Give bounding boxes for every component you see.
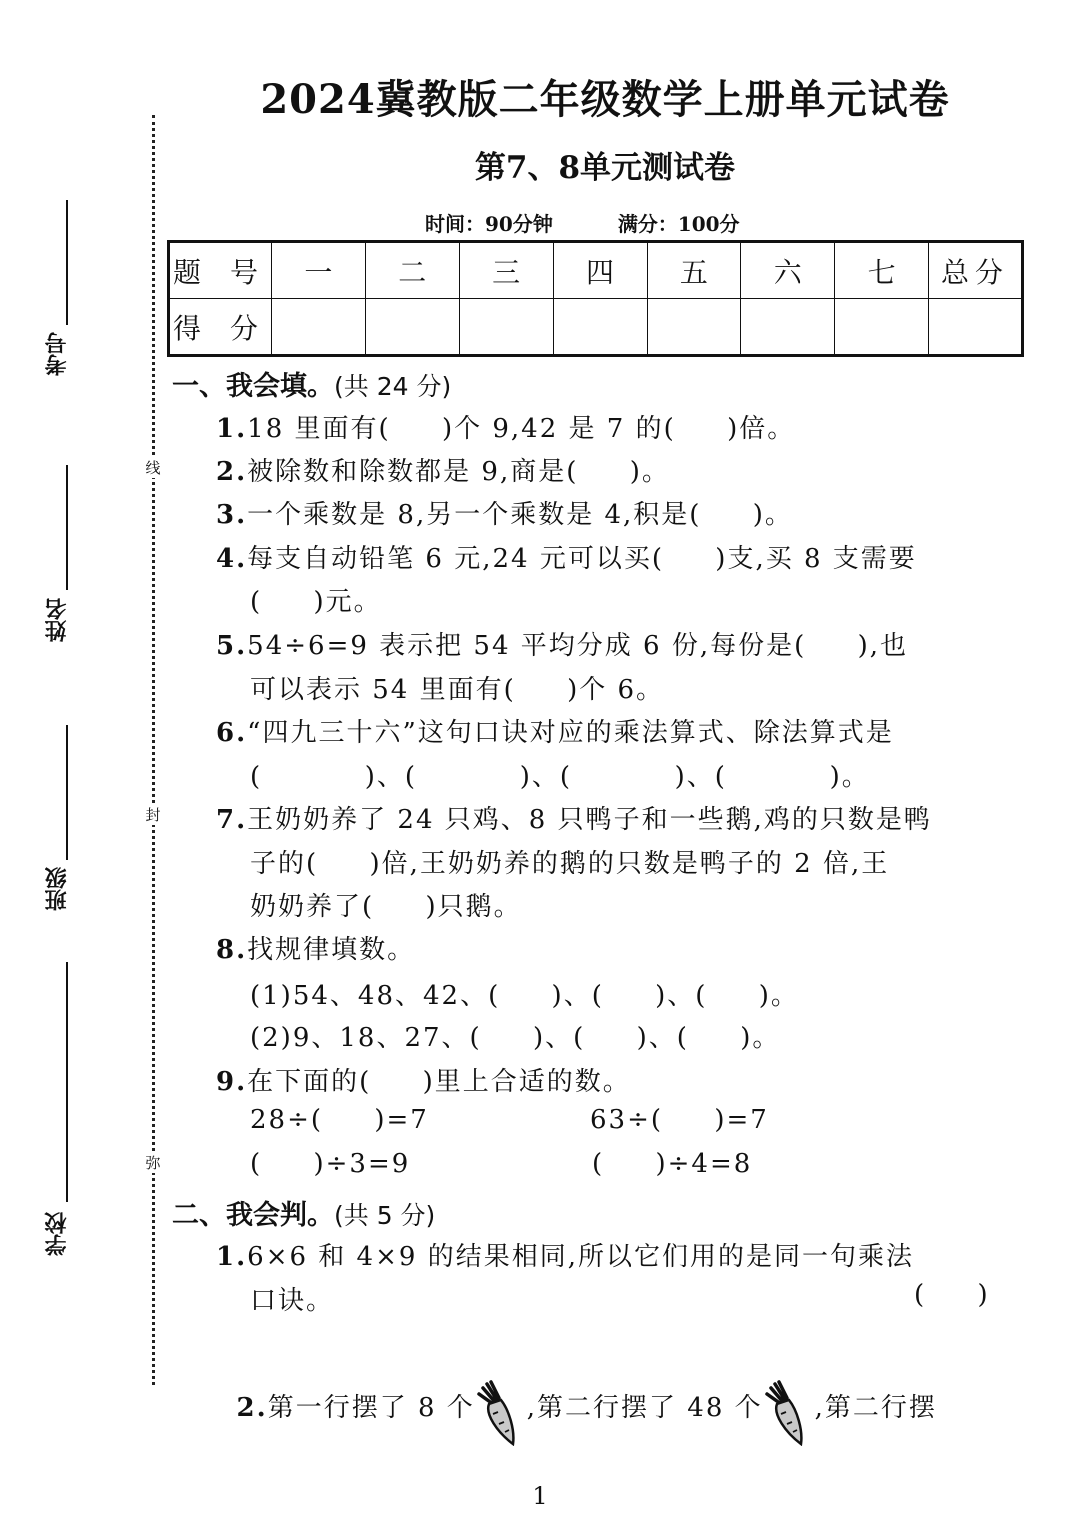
field-school[interactable] [42, 962, 82, 1277]
question-text: 被除数和除数都是 9,商是( )。 [247, 457, 670, 487]
question-number: 6. [216, 718, 248, 748]
exam-time: 时间：90分钟 [425, 212, 553, 236]
score-cell[interactable] [272, 299, 366, 356]
score-table-header-row [169, 242, 1023, 299]
question-number: 4. [216, 544, 248, 574]
question-text: 王奶奶养了 24 只鸡、8 只鸭子和一些鹅,鸡的只数是鸭 [247, 805, 932, 835]
seal-mark-line: 线 [140, 458, 166, 478]
exam-meta [425, 208, 798, 237]
question-number: 5. [216, 631, 248, 661]
section-title: 一、我会填。 [172, 371, 334, 402]
section-1-heading [172, 364, 451, 403]
question-text: “四九三十六”这句口诀对应的乘法算式、除法算式是 [247, 718, 894, 748]
question-text: 每支自动铅笔 6 元,24 元可以买( )支,买 8 支需要 [247, 544, 917, 574]
score-row-label: 得 分 [169, 299, 272, 356]
question-line [216, 451, 670, 488]
equation-q9-a: 28÷( )=7 [250, 1105, 429, 1135]
exam-title: 2024冀教版二年级数学上册单元试卷 [260, 76, 950, 123]
score-cell[interactable] [459, 299, 553, 356]
score-cell[interactable] [835, 299, 929, 356]
score-cell[interactable] [553, 299, 647, 356]
question-line [216, 408, 795, 445]
score-cell[interactable] [365, 299, 459, 356]
question-text: ,第二行摆 [814, 1393, 937, 1423]
equation-q9-b: 63÷( )=7 [590, 1105, 769, 1135]
field-underline [66, 465, 68, 590]
judge-answer-box[interactable]: ( ) [914, 1280, 990, 1310]
carrot-icon [475, 1380, 527, 1446]
question-line [216, 494, 793, 531]
header-cell: 三 [459, 242, 553, 299]
exam-subtitle: 第7、8单元测试卷 [474, 150, 736, 186]
equation-q9-d: ( )÷4=8 [592, 1149, 753, 1179]
question-line-continued: ( )元。 [250, 587, 382, 617]
question-line [216, 1236, 914, 1273]
header-cell: 一 [272, 242, 366, 299]
field-label: 学校 [45, 1212, 70, 1256]
question-text: 54÷6=9 表示把 54 平均分成 6 份,每份是( ),也 [247, 631, 908, 661]
field-underline [66, 725, 68, 860]
score-cell[interactable] [929, 299, 1023, 356]
question-text: 找规律填数。 [247, 935, 416, 965]
header-cell: 五 [647, 242, 741, 299]
exam-full-score: 满分：100分 [617, 212, 740, 236]
question-line-continued: ( )、( )、( )、( )。 [250, 762, 870, 792]
header-cell: 四 [553, 242, 647, 299]
question-line [216, 1350, 937, 1446]
field-label: 姓名 [45, 598, 70, 642]
header-cell: 七 [835, 242, 929, 299]
question-line [216, 538, 917, 575]
score-table [167, 240, 1024, 357]
question-number: 2. [236, 1393, 268, 1423]
header-cell: 二 [365, 242, 459, 299]
question-line-continued: 子的( )倍,王奶奶养的鹅的只数是鸭子的 2 倍,王 [250, 849, 890, 879]
question-number: 2. [216, 457, 248, 487]
field-label: 考号 [45, 332, 70, 376]
field-class[interactable] [42, 725, 82, 935]
section-2-heading [172, 1193, 435, 1232]
question-text: 18 里面有( )个 9,42 是 7 的( )倍。 [247, 414, 796, 444]
question-line-continued: 可以表示 54 里面有( )个 6。 [250, 675, 665, 705]
field-exam-number[interactable] [42, 200, 82, 400]
seal-mark-close: 弥 [140, 1153, 166, 1173]
field-label: 班级 [45, 867, 70, 911]
question-line-continued: 奶奶养了( )只鹅。 [250, 892, 522, 922]
header-cell: 六 [741, 242, 835, 299]
equation-q9-c: ( )÷3=9 [250, 1149, 411, 1179]
seal-mark-seal: 封 [140, 805, 166, 825]
question-text: 第一行摆了 8 个 [267, 1393, 475, 1423]
page-number: 1 [532, 1482, 548, 1510]
question-number: 3. [216, 500, 248, 530]
section-title: 二、我会判。 [172, 1200, 334, 1231]
sequence-line-1: (1)54、48、42、( )、( )、( )。 [250, 981, 799, 1011]
field-underline [66, 200, 68, 325]
question-text: 在下面的( )里上合适的数。 [247, 1067, 631, 1097]
question-number: 1. [216, 414, 248, 444]
question-line [216, 1061, 631, 1098]
carrot-icon [763, 1380, 815, 1446]
field-underline [66, 962, 68, 1202]
section-points: (共 5 分) [334, 1201, 436, 1230]
binding-dotted-line [152, 115, 155, 1385]
score-cell[interactable] [647, 299, 741, 356]
question-number: 9. [216, 1067, 248, 1097]
question-text: 6×6 和 4×9 的结果相同,所以它们用的是同一句乘法 [247, 1242, 914, 1272]
header-cell: 题 号 [169, 242, 272, 299]
question-line [216, 712, 894, 749]
question-line [216, 799, 932, 836]
section-points: (共 24 分) [334, 372, 452, 401]
question-number: 1. [216, 1242, 248, 1272]
question-number: 8. [216, 935, 248, 965]
field-name[interactable] [42, 443, 82, 663]
question-line-continued: 口诀。 [250, 1286, 335, 1316]
question-number: 7. [216, 805, 248, 835]
score-table-score-row [169, 299, 1023, 356]
question-text: ,第二行摆了 48 个 [526, 1393, 763, 1423]
header-cell: 总分 [929, 242, 1023, 299]
question-line [216, 929, 415, 966]
question-line [216, 625, 908, 662]
question-text: 一个乘数是 8,另一个乘数是 4,积是( )。 [247, 500, 793, 530]
score-cell[interactable] [741, 299, 835, 356]
sequence-line-2: (2)9、18、27、( )、( )、( )。 [250, 1023, 781, 1053]
